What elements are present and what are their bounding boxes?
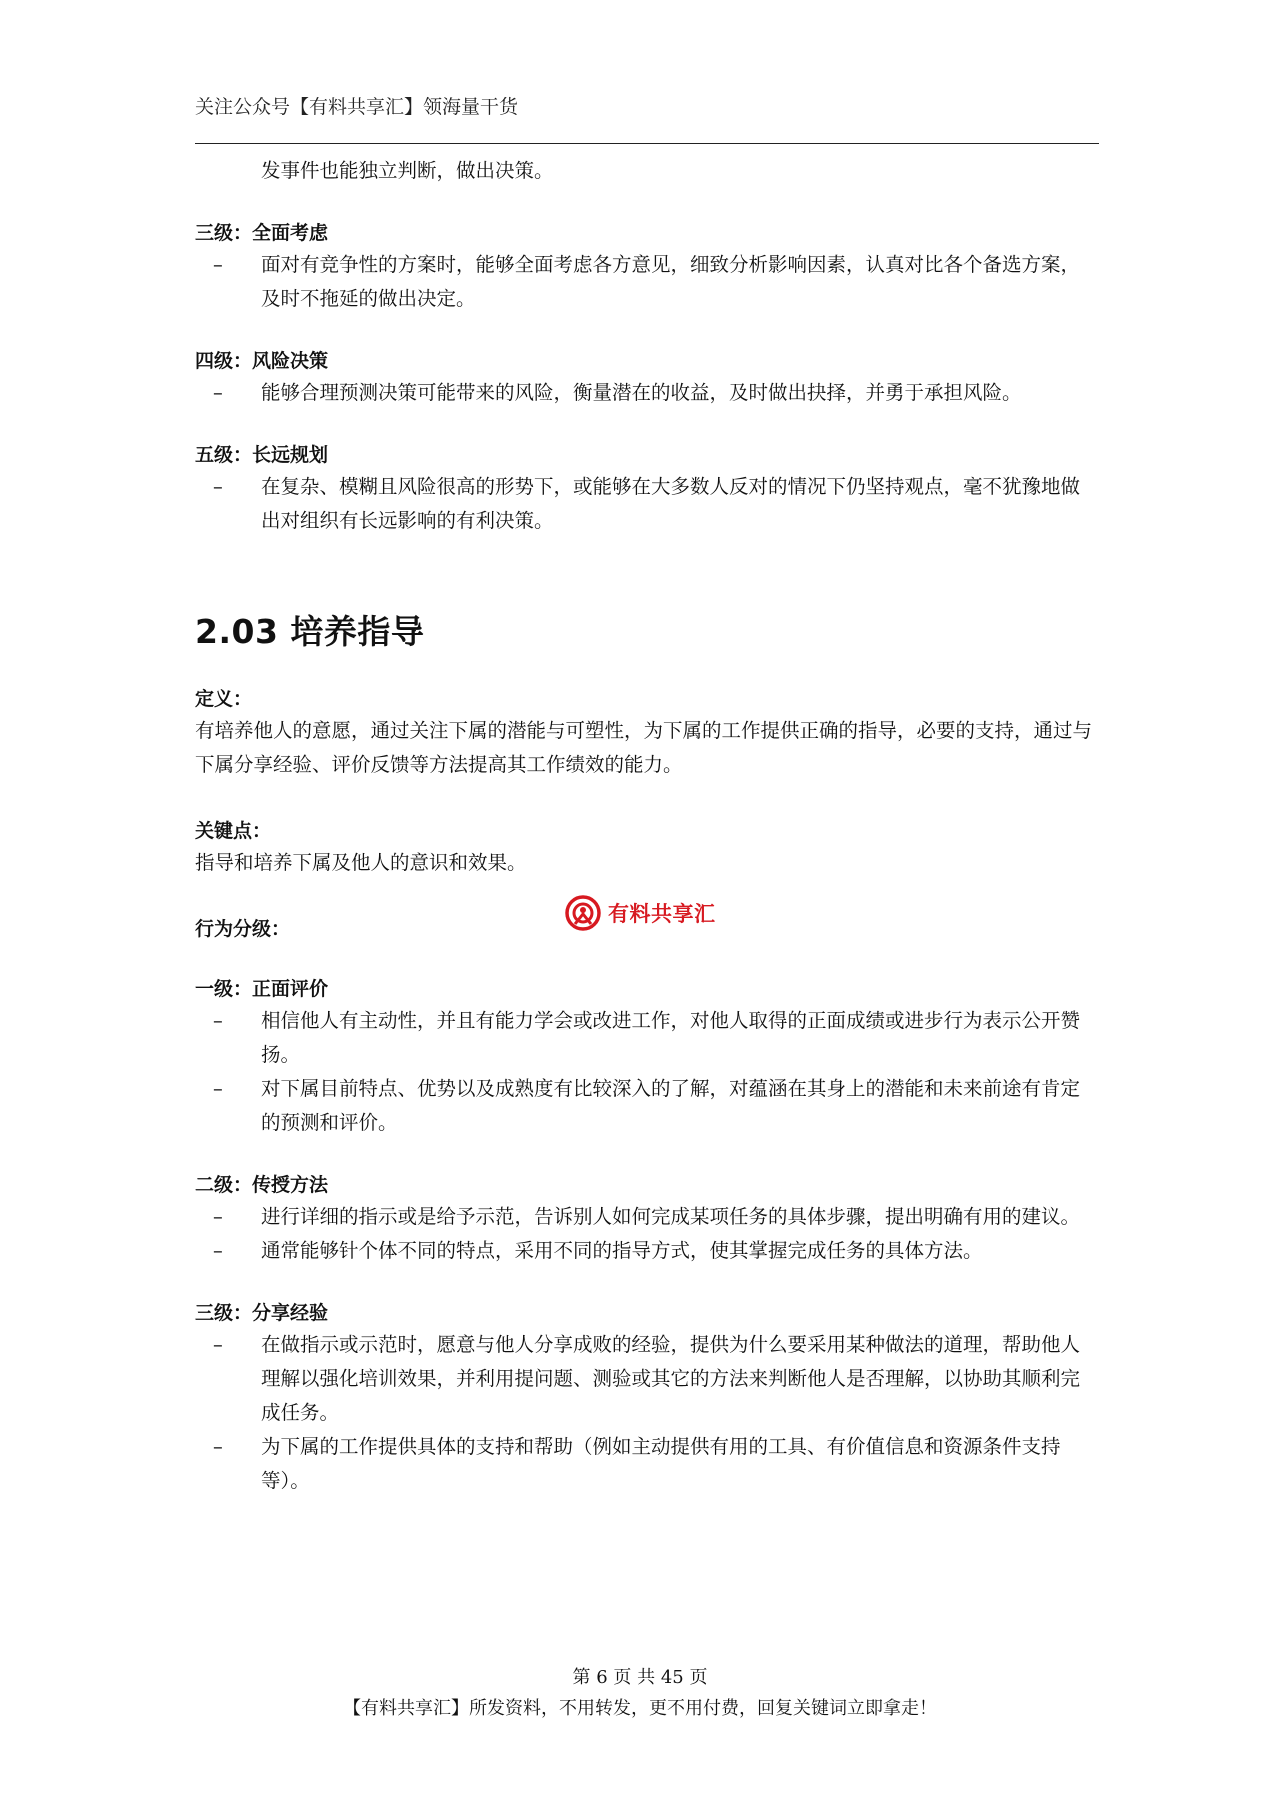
list-item: – 相信他人有主动性，并且有能力学会或改进工作，对他人取得的正面成绩或进步行为表示公开赞扬。 <box>195 1004 1099 1072</box>
prev-level-3 <box>195 218 1099 316</box>
prev-level-5 <box>195 440 1099 538</box>
logo-seal-icon <box>564 894 602 932</box>
dash-marker: – <box>213 1435 223 1458</box>
dash-marker: – <box>213 253 223 276</box>
list-item: – 为下属的工作提供具体的支持和帮助（例如主动提供有用的工具、有价值信息和资源条件支持等）。 <box>195 1430 1099 1498</box>
level-title: 三级：全面考虑 <box>195 222 329 244</box>
header-divider <box>195 143 1099 144</box>
grading-label: 行为分级： <box>195 918 291 940</box>
page-content <box>195 154 1099 1498</box>
list-item: – 通常能够针个体不同的特点，采用不同的指导方式，使其掌握完成任务的具体方法。 <box>195 1234 1099 1268</box>
dash-marker: – <box>213 1239 223 1262</box>
footer-note: 【有料共享汇】所发资料，不用转发，更不用付费，回复关键词立即拿走！ <box>343 1698 937 1719</box>
level-title: 一级：正面评价 <box>195 978 329 1000</box>
level-3 <box>195 1298 1099 1498</box>
definition-label: 定义： <box>195 688 253 710</box>
level-title: 二级：传授方法 <box>195 1174 329 1196</box>
dash-marker: – <box>213 475 223 498</box>
dash-marker: – <box>213 1205 223 1228</box>
keypoint-label: 关键点： <box>195 820 272 842</box>
list-item: – 在复杂、模糊且风险很高的形势下，或能够在大多数人反对的情况下仍坚持观点，毫不犹豫地做出对组织有长远影响的有利决策。 <box>195 470 1099 538</box>
level-title: 三级：分享经验 <box>195 1302 329 1324</box>
watermark-stamp <box>564 893 716 933</box>
page-header: 关注公众号【有料共享汇】领海量干货 <box>195 96 519 118</box>
page-number: 第 6 页 共 45 页 <box>572 1667 708 1688</box>
level-title: 五级：长远规划 <box>195 444 329 466</box>
list-item: – 在做指示或示范时，愿意与他人分享成败的经验，提供为什么要采用某种做法的道理，帮助他人理解以强化培训效果，并利用提问题、测验或其它的方法来判断他人是否理解，以协助其顺利完成任务。 <box>195 1328 1099 1430</box>
dash-marker: – <box>213 1077 223 1100</box>
list-item: – 面对有竞争性的方案时，能够全面考虑各方意见，细致分析影响因素，认真对比各个备选方案，及时不拖延的做出决定。 <box>195 248 1099 316</box>
prev-level-4 <box>195 346 1099 410</box>
dash-marker: – <box>213 1333 223 1356</box>
continuation-text: 发事件也能独立判断，做出决策。 <box>261 159 554 182</box>
level-title: 四级：风险决策 <box>195 350 329 372</box>
section-title: 2.03 培养指导 <box>195 612 425 651</box>
list-item: – 能够合理预测决策可能带来的风险，衡量潜在的收益，及时做出抉择，并勇于承担风险。 <box>195 376 1099 410</box>
list-item: – 对下属目前特点、优势以及成熟度有比较深入的了解，对蕴涵在其身上的潜能和未来前途有肯定的预测和评价。 <box>195 1072 1099 1140</box>
definition-text: 有培养他人的意愿，通过关注下属的潜能与可塑性，为下属的工作提供正确的指导，必要的支持，通过与下属分享经验、评价反馈等方法提高其工作绩效的能力。 <box>195 719 1093 776</box>
level-2 <box>195 1170 1099 1268</box>
list-item: – 进行详细的指示或是给予示范，告诉别人如何完成某项任务的具体步骤，提出明确有用的建议。 <box>195 1200 1099 1234</box>
stamp-text: 有料共享汇 <box>608 901 716 926</box>
dash-marker: – <box>213 381 223 404</box>
keypoint-text: 指导和培养下属及他人的意识和效果。 <box>195 851 527 874</box>
dash-marker: – <box>213 1009 223 1032</box>
level-1 <box>195 974 1099 1140</box>
